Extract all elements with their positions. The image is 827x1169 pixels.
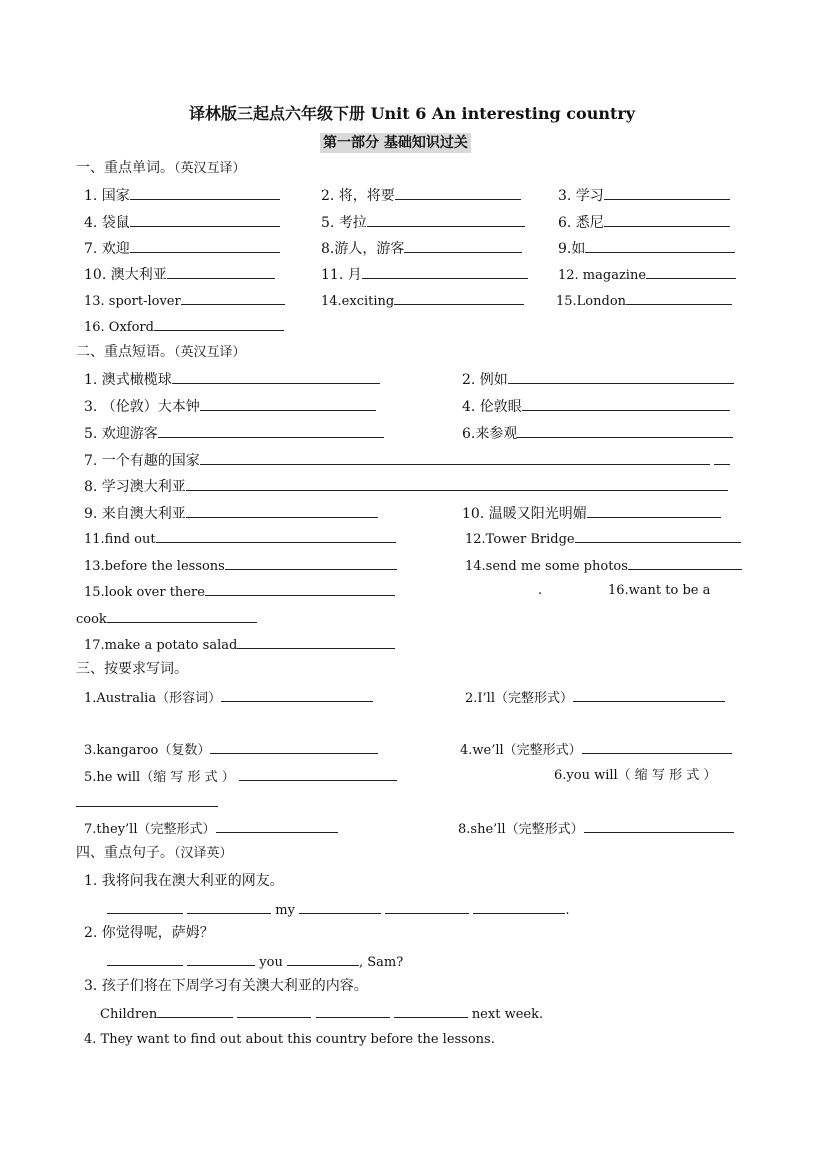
answer-blank[interactable] bbox=[517, 423, 733, 438]
phrase-label: 1. 澳式橄榄球 bbox=[84, 372, 172, 388]
form-item-7 bbox=[84, 818, 338, 840]
phrase-label: 11.find out bbox=[84, 532, 156, 547]
phrase-item-11 bbox=[84, 528, 396, 550]
word-item-12 bbox=[558, 264, 736, 286]
phrase-label: 17.make a potato salad bbox=[84, 638, 238, 653]
answer-blank[interactable] bbox=[385, 899, 469, 914]
sentence-3-prompt: 3. 孩子们将在下周学习有关澳大利亚的内容。 bbox=[84, 978, 368, 994]
form-item-4 bbox=[460, 739, 732, 761]
answer-blank[interactable] bbox=[157, 1003, 233, 1018]
answer-blank[interactable] bbox=[221, 687, 373, 702]
phrase-label: 14.send me some photos bbox=[465, 559, 628, 574]
answer-blank[interactable] bbox=[626, 290, 732, 305]
answer-blank[interactable] bbox=[573, 687, 725, 702]
word-label: 5. 考拉 bbox=[321, 215, 367, 231]
form-item-6: 6.you will（ 缩 写 形 式 ） bbox=[554, 768, 717, 783]
section-4-title: 四、重点句子。 bbox=[76, 845, 174, 861]
word-item-14 bbox=[321, 290, 524, 312]
answer-blank[interactable] bbox=[205, 581, 395, 596]
sentence-3-answer bbox=[100, 1003, 543, 1025]
phrase-label: 2. 例如 bbox=[462, 372, 508, 388]
answer-blank[interactable] bbox=[584, 818, 734, 833]
phrase-label: 15.look over there bbox=[84, 585, 205, 600]
form-label: 3.kangaroo（复数） bbox=[84, 743, 211, 758]
phrase-item-14 bbox=[465, 555, 742, 577]
answer-blank[interactable] bbox=[186, 476, 728, 491]
sentence-end: next week. bbox=[471, 1007, 544, 1022]
answer-blank[interactable] bbox=[156, 528, 396, 543]
section-1-title: 一、重点单词。 bbox=[76, 160, 174, 176]
answer-blank[interactable] bbox=[237, 1003, 311, 1018]
word-item-9 bbox=[558, 238, 735, 259]
answer-blank[interactable] bbox=[186, 503, 378, 518]
phrase-item-7 bbox=[84, 450, 730, 471]
answer-blank[interactable] bbox=[107, 951, 183, 966]
form-item-5 bbox=[84, 766, 397, 788]
answer-blank[interactable] bbox=[604, 185, 730, 200]
phrase-label: 6.来参观 bbox=[462, 426, 518, 442]
word-item-2 bbox=[321, 185, 521, 206]
word-item-15 bbox=[556, 290, 732, 312]
phrase-label: 7. 一个有趣的国家 bbox=[84, 453, 200, 469]
answer-blank[interactable] bbox=[200, 450, 710, 465]
form-item-8 bbox=[458, 818, 734, 840]
section-2-title: 二、重点短语。 bbox=[76, 344, 174, 360]
sentence-1-answer bbox=[107, 899, 570, 921]
word-label: 8.游人，游客 bbox=[321, 241, 405, 257]
form-item-3 bbox=[84, 739, 378, 761]
form-item-2 bbox=[465, 687, 725, 709]
phrase-item-1 bbox=[84, 369, 380, 390]
phrase-item-3 bbox=[84, 396, 376, 417]
answer-blank[interactable] bbox=[299, 899, 381, 914]
answer-blank[interactable] bbox=[362, 264, 528, 279]
answer-blank[interactable] bbox=[130, 238, 280, 253]
section-3-heading: 三、按要求写词。 bbox=[76, 661, 188, 677]
word-label: 15.London bbox=[556, 294, 627, 309]
answer-blank[interactable] bbox=[216, 818, 338, 833]
form-label: 1.Australia（形容词） bbox=[84, 691, 222, 706]
form-label: 8.she’ll（完整形式） bbox=[458, 822, 584, 837]
answer-blank[interactable] bbox=[394, 1003, 468, 1018]
phrase-label: 10. 温暖又阳光明媚 bbox=[462, 506, 587, 522]
word-item-10 bbox=[84, 264, 275, 285]
answer-blank[interactable] bbox=[130, 185, 280, 200]
answer-blank[interactable] bbox=[130, 212, 280, 227]
answer-blank[interactable] bbox=[187, 951, 255, 966]
answer-blank[interactable] bbox=[508, 369, 734, 384]
phrase-item-9 bbox=[84, 503, 378, 524]
word-item-13 bbox=[84, 290, 285, 312]
phrase-item-12 bbox=[465, 528, 741, 550]
phrase-label: 3. （伦敦）大本钟 bbox=[84, 399, 200, 415]
answer-blank[interactable] bbox=[76, 792, 218, 807]
phrase-item-15 bbox=[84, 581, 395, 603]
section-2-heading bbox=[76, 342, 246, 363]
word-item-5 bbox=[321, 212, 525, 233]
phrase-label: 4. 伦敦眼 bbox=[462, 399, 522, 415]
word-label: 6. 悉尼 bbox=[558, 215, 604, 231]
word-item-11 bbox=[321, 264, 528, 285]
answer-blank[interactable] bbox=[239, 766, 397, 781]
phrase-item-16: 16.want to be a bbox=[608, 583, 711, 598]
answer-blank[interactable] bbox=[646, 264, 736, 279]
word-label: 10. 澳大利亚 bbox=[84, 267, 167, 283]
phrase-item-13 bbox=[84, 555, 397, 577]
answer-blank[interactable] bbox=[107, 899, 183, 914]
answer-blank[interactable] bbox=[582, 739, 732, 754]
word-label: 2. 将，将要 bbox=[321, 188, 395, 204]
word-label: 3. 学习 bbox=[558, 188, 604, 204]
phrase-label: 9. 来自澳大利亚 bbox=[84, 506, 186, 522]
phrase-item-5 bbox=[84, 423, 384, 444]
given-word: my bbox=[275, 903, 295, 918]
form-item-1 bbox=[84, 687, 373, 709]
word-item-6 bbox=[558, 212, 730, 233]
form-item-6-blank bbox=[76, 792, 218, 813]
answer-blank[interactable] bbox=[316, 1003, 390, 1018]
form-label: 5.he will（缩 写 形 式 ） bbox=[84, 770, 235, 785]
phrase-item-4 bbox=[462, 396, 730, 417]
word-item-16 bbox=[84, 316, 284, 338]
word-item-4 bbox=[84, 212, 280, 233]
word-label: 4. 袋鼠 bbox=[84, 215, 130, 231]
phrase-item-17 bbox=[84, 634, 395, 656]
page-title: 译林版三起点六年级下册 Unit 6 An interesting country bbox=[189, 104, 636, 123]
sentence-end: , Sam? bbox=[358, 955, 404, 970]
phrase-item-15-dot: . bbox=[538, 583, 543, 598]
answer-blank[interactable] bbox=[473, 899, 565, 914]
word-label: 9.如 bbox=[558, 241, 586, 257]
phrase-label: 12.Tower Bridge bbox=[465, 532, 575, 547]
answer-blank[interactable] bbox=[585, 238, 735, 253]
answer-blank[interactable] bbox=[395, 185, 521, 200]
given-word: you bbox=[259, 955, 283, 970]
answer-blank[interactable] bbox=[604, 212, 730, 227]
sentence-2-prompt: 2. 你觉得呢，萨姆？ bbox=[84, 925, 214, 941]
phrase-label: 8. 学习澳大利亚 bbox=[84, 479, 186, 495]
sentence-1-prompt: 1. 我将问我在澳大利亚的网友。 bbox=[84, 873, 284, 889]
phrase-label: 13.before the lessons bbox=[84, 559, 225, 574]
given-word: Children bbox=[100, 1007, 158, 1022]
word-label: 11. 月 bbox=[321, 267, 362, 283]
word-label: 16. Oxford bbox=[84, 320, 154, 335]
phrase-label: cook bbox=[76, 612, 107, 627]
answer-blank[interactable] bbox=[210, 739, 378, 754]
phrase-label: 5. 欢迎游客 bbox=[84, 426, 158, 442]
answer-blank[interactable] bbox=[181, 290, 285, 305]
sentence-4-prompt: 4. They want to find out about this country before the lessons. bbox=[84, 1032, 495, 1047]
word-label: 14.exciting bbox=[321, 294, 395, 309]
answer-blank[interactable] bbox=[287, 951, 359, 966]
answer-blank[interactable] bbox=[225, 555, 397, 570]
phrase-item-10 bbox=[462, 503, 721, 524]
section-4-note: （汉译英） bbox=[174, 846, 233, 861]
answer-blank[interactable] bbox=[367, 212, 525, 227]
answer-blank[interactable] bbox=[522, 396, 730, 411]
answer-blank[interactable] bbox=[237, 634, 395, 649]
phrase-item-8 bbox=[84, 476, 728, 497]
answer-blank[interactable] bbox=[172, 369, 380, 384]
form-label: 4.we’ll（完整形式） bbox=[460, 743, 582, 758]
sentence-end: . bbox=[565, 903, 570, 918]
section-4-heading bbox=[76, 843, 233, 864]
phrase-item-16-cont bbox=[76, 608, 257, 630]
answer-blank[interactable] bbox=[167, 264, 275, 279]
answer-blank[interactable] bbox=[575, 528, 741, 543]
word-item-7 bbox=[84, 238, 280, 259]
phrase-item-6 bbox=[462, 423, 733, 444]
answer-blank[interactable] bbox=[394, 290, 524, 305]
section-1-heading bbox=[76, 158, 246, 179]
sentence-2-answer bbox=[107, 951, 403, 973]
answer-blank[interactable] bbox=[187, 899, 271, 914]
answer-blank[interactable] bbox=[200, 396, 376, 411]
answer-blank[interactable] bbox=[154, 316, 284, 331]
word-label: 12. magazine bbox=[558, 268, 647, 283]
form-label: 7.they’ll（完整形式） bbox=[84, 822, 216, 837]
word-item-1 bbox=[84, 185, 280, 206]
part-subtitle: 第一部分 基础知识过关 bbox=[320, 133, 471, 153]
phrase-item-2 bbox=[462, 369, 734, 390]
word-label: 13. sport-lover bbox=[84, 294, 181, 309]
word-label: 1. 国家 bbox=[84, 188, 130, 204]
form-label: 2.I’ll（完整形式） bbox=[465, 691, 573, 706]
word-item-3 bbox=[558, 185, 730, 206]
word-label: 7. 欢迎 bbox=[84, 241, 130, 257]
answer-blank[interactable] bbox=[404, 238, 522, 253]
answer-blank[interactable] bbox=[158, 423, 384, 438]
word-item-8 bbox=[321, 238, 522, 259]
section-2-note: （英汉互译） bbox=[174, 345, 246, 360]
answer-blank[interactable] bbox=[714, 450, 730, 465]
answer-blank[interactable] bbox=[107, 608, 257, 623]
answer-blank[interactable] bbox=[587, 503, 721, 518]
answer-blank[interactable] bbox=[628, 555, 742, 570]
section-1-note: （英汉互译） bbox=[174, 161, 246, 176]
